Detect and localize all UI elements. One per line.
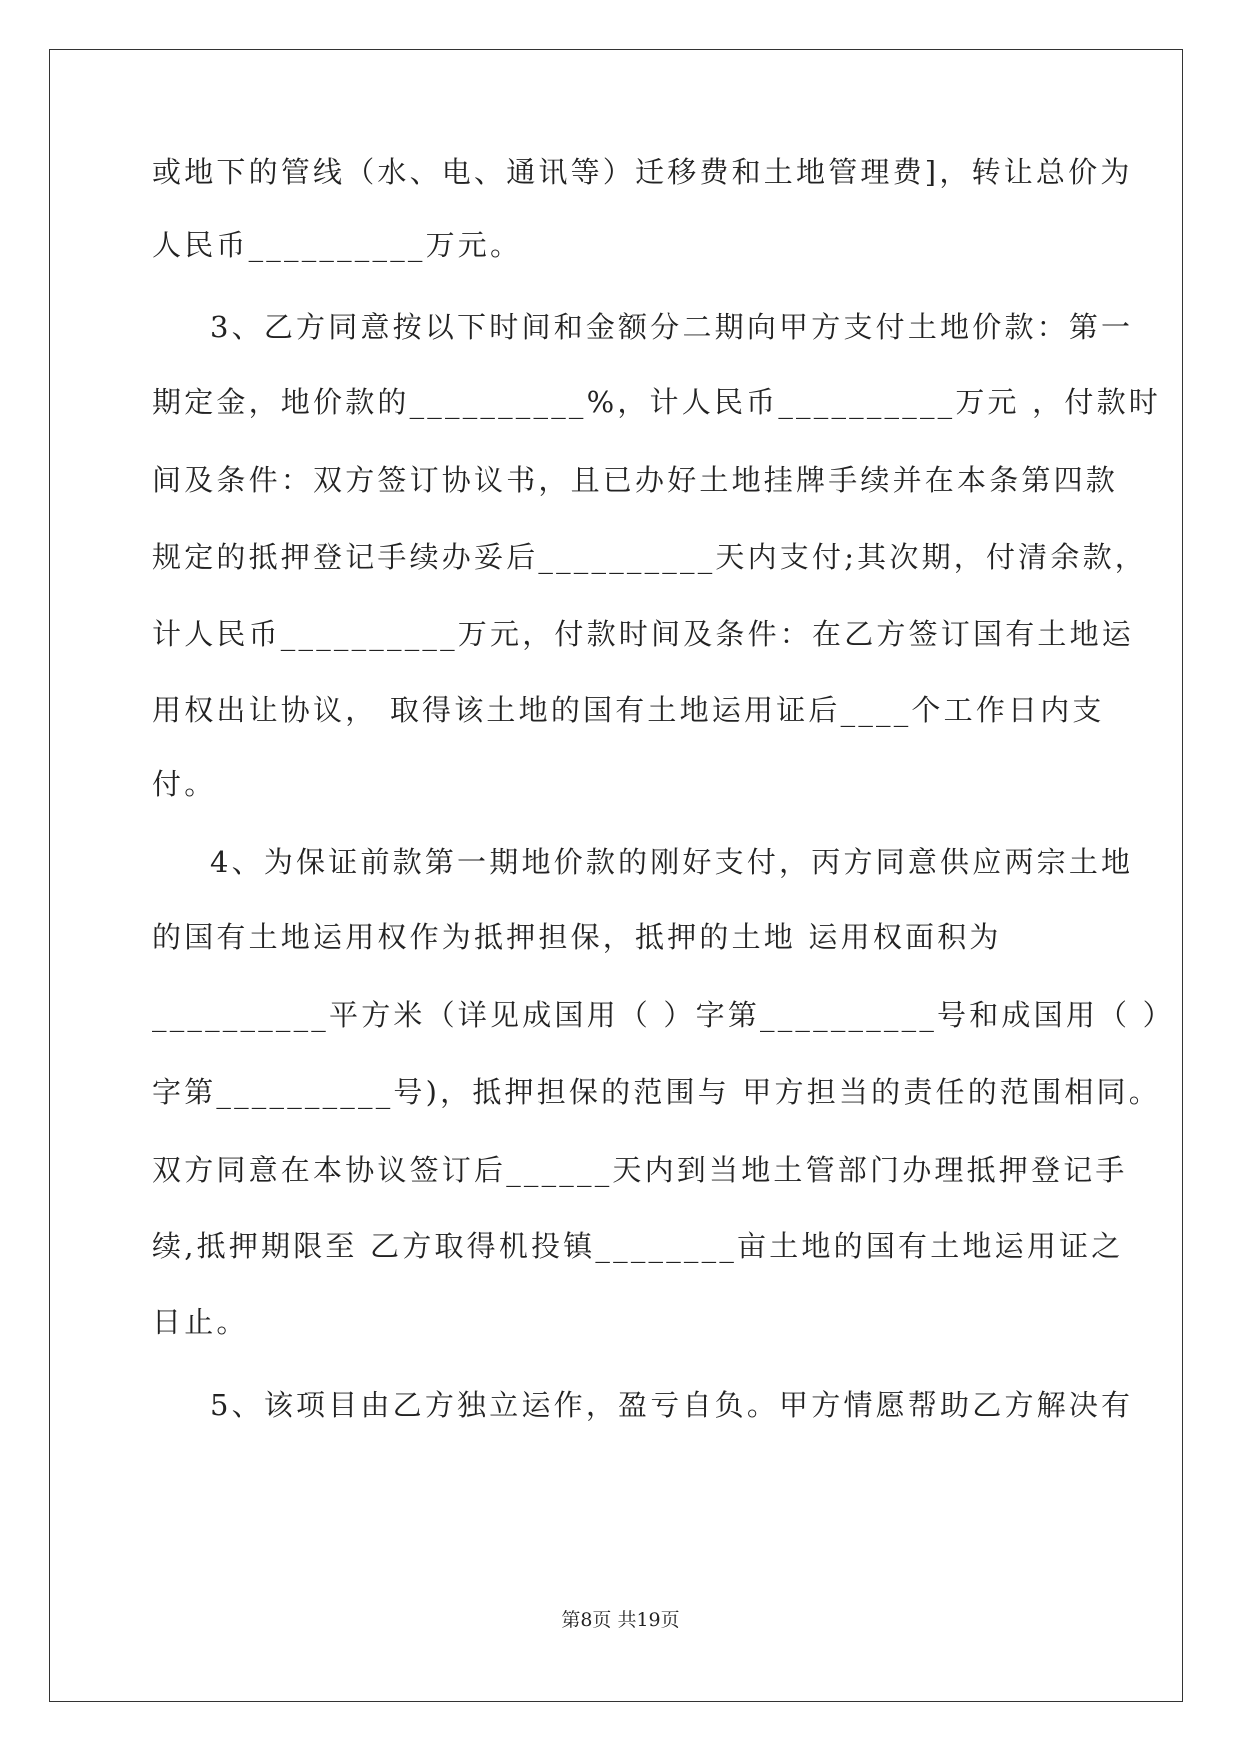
paragraph-5-start: 5、该项目由乙方独立运作，盈亏自负。甲方情愿帮助乙方解决有 [210,1388,1134,1422]
paragraph-3-start: 3、乙方同意按以下时间和金额分二期向甲方支付土地价款：第一 [210,310,1134,344]
text-line: 续,抵押期限至 乙方取得机投镇________亩土地的国有土地运用证之 [152,1229,1124,1263]
text-line: 字第__________号)，抵押担保的范围与 甲方担当的责任的范围相同。 [152,1075,1161,1109]
text-line: 双方同意在本协议签订后______天内到当地土管部门办理抵押登记手 [152,1153,1128,1187]
page-number-footer: 第8页 共19页 [561,1609,680,1631]
text-line: 日止。 [152,1305,249,1339]
text-line: 计人民币__________万元，付款时间及条件：在乙方签订国有土地运 [152,617,1135,651]
text-line: 用权出让协议， 取得该土地的国有土地运用证后____个工作日内支 [152,693,1105,727]
text-line: 付。 [152,767,217,801]
text-line: 或地下的管线（水、电、通讯等）迁移费和土地管理费]，转让总价为 [152,155,1133,189]
paragraph-4-start: 4、为保证前款第一期地价款的刚好支付，丙方同意供应两宗土地 [210,845,1134,879]
text-line: 间及条件：双方签订协议书，且已办好土地挂牌手续并在本条第四款 [152,463,1119,497]
text-line: 的国有土地运用权作为抵押担保，抵押的土地 运用权面积为 [152,920,1002,954]
text-line: 期定金，地价款的__________%，计人民币__________万元 ，付款时 [152,385,1161,419]
text-line: __________平方米（详见成国用（ ）字第__________号和成国用（ ） [152,998,1175,1032]
text-line: 规定的抵押登记手续办妥后__________天内支付;其次期，付清余款， [152,540,1147,574]
text-line: 人民币__________万元。 [152,228,523,262]
